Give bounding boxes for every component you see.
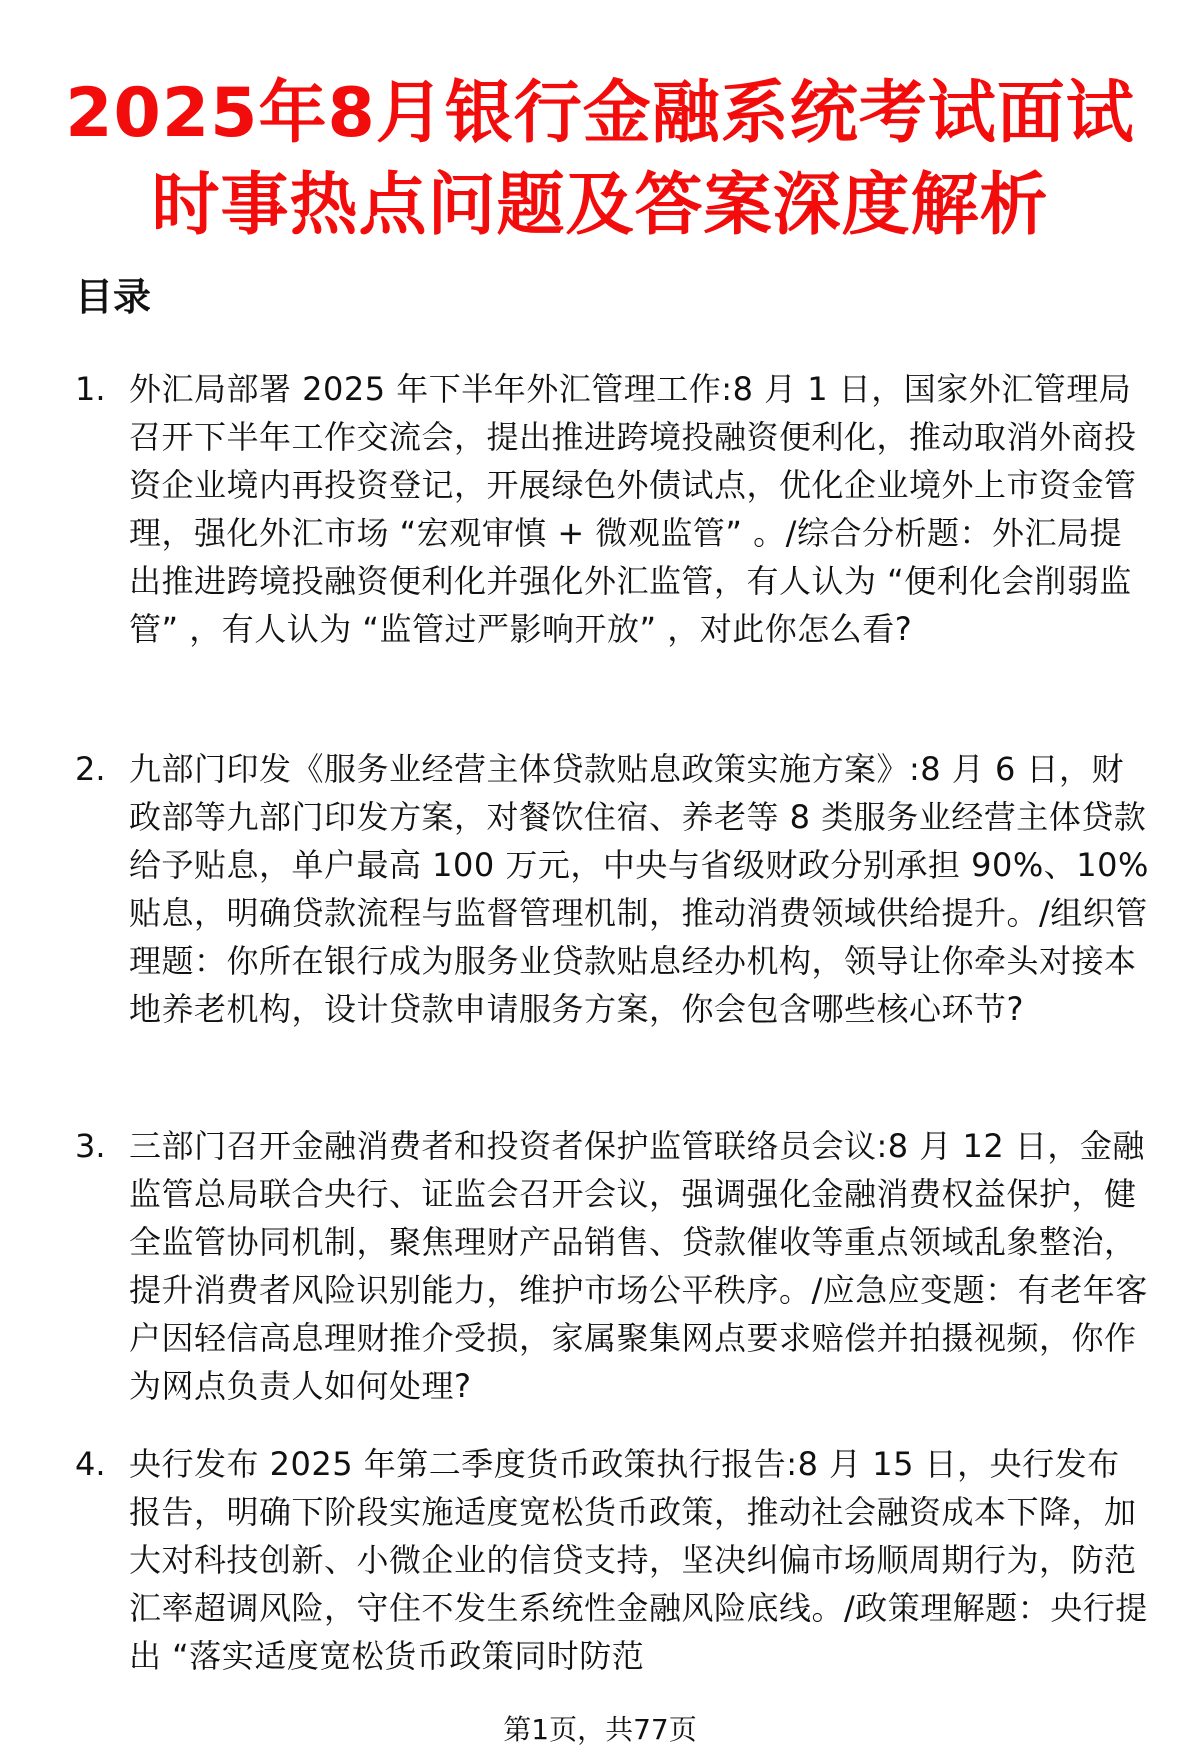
toc-item-number: 3. — [75, 1127, 106, 1165]
toc-item — [75, 745, 1149, 1033]
toc-item — [75, 365, 1149, 653]
toc-item — [75, 1122, 1149, 1410]
page-footer: 第1页，共77页 — [503, 1713, 697, 1746]
toc-item-text: 九部门印发《服务业经营主体贷款贴息政策实施方案》:8 月 6 日，财政部等九部门印发方案，对餐饮住宿、养老等 8 类服务业经营主体贷款给予贴息，单户最高 100 万元，中央与省级财政分别承担 90%、10% 贴息，明确贷款流程与监督管理机制，推动消费领域供给提升。/组织管理题：你所在银行成为服务业贷款贴息经办机构，领导让你牵头对接本地养老机构，设计贷款申请服务方案，你会包含哪些核心环节? — [129, 750, 1149, 1028]
toc-item-text: 三部门召开金融消费者和投资者保护监管联络员会议:8 月 12 日，金融监管总局联合央行、证监会召开会议，强调强化金融消费权益保护，健全监管协同机制，聚焦理财产品销售、贷款催收等重点领域乱象整治，提升消费者风险识别能力，维护市场公平秩序。/应急应变题：有老年客户因轻信高息理财推介受损，家属聚集网点要求赔偿并拍摄视频，你作为网点负责人如何处理? — [129, 1127, 1148, 1405]
toc-item-number: 1. — [75, 370, 106, 408]
toc-item-text: 外汇局部署 2025 年下半年外汇管理工作:8 月 1 日，国家外汇管理局召开下半年工作交流会，提出推进跨境投融资便利化，推动取消外商投资企业境内再投资登记，开展绿色外债试点，优化企业境外上市资金管理，强化外汇市场 “宏观审慎 + 微观监管” 。/综合分析题：外汇局提出推进跨境投融资便利化并强化外汇监管，有人认为 “便利化会削弱监管” ，有人认为 “监管过严影响开放” ，对此你怎么看? — [129, 370, 1137, 648]
toc-item-number: 2. — [75, 750, 106, 788]
toc-item-number: 4. — [75, 1445, 106, 1483]
page-title-line-1: 2025年8月银行金融系统考试面试 — [65, 74, 1135, 153]
page-title-line-2: 时事热点问题及答案深度解析 — [151, 166, 1049, 245]
page-title — [60, 68, 1140, 252]
toc-heading: 目录 — [75, 275, 152, 319]
toc-item — [75, 1440, 1149, 1680]
toc-item-text: 央行发布 2025 年第二季度货币政策执行报告:8 月 15 日，央行发布报告，明确下阶段实施适度宽松货币政策，推动社会融资成本下降，加大对科技创新、小微企业的信贷支持，坚决纠偏市场顺周期行为，防范汇率超调风险，守住不发生系统性金融风险底线。/政策理解题：央行提出 “落实适度宽松货币政策同时防范 — [129, 1445, 1148, 1675]
